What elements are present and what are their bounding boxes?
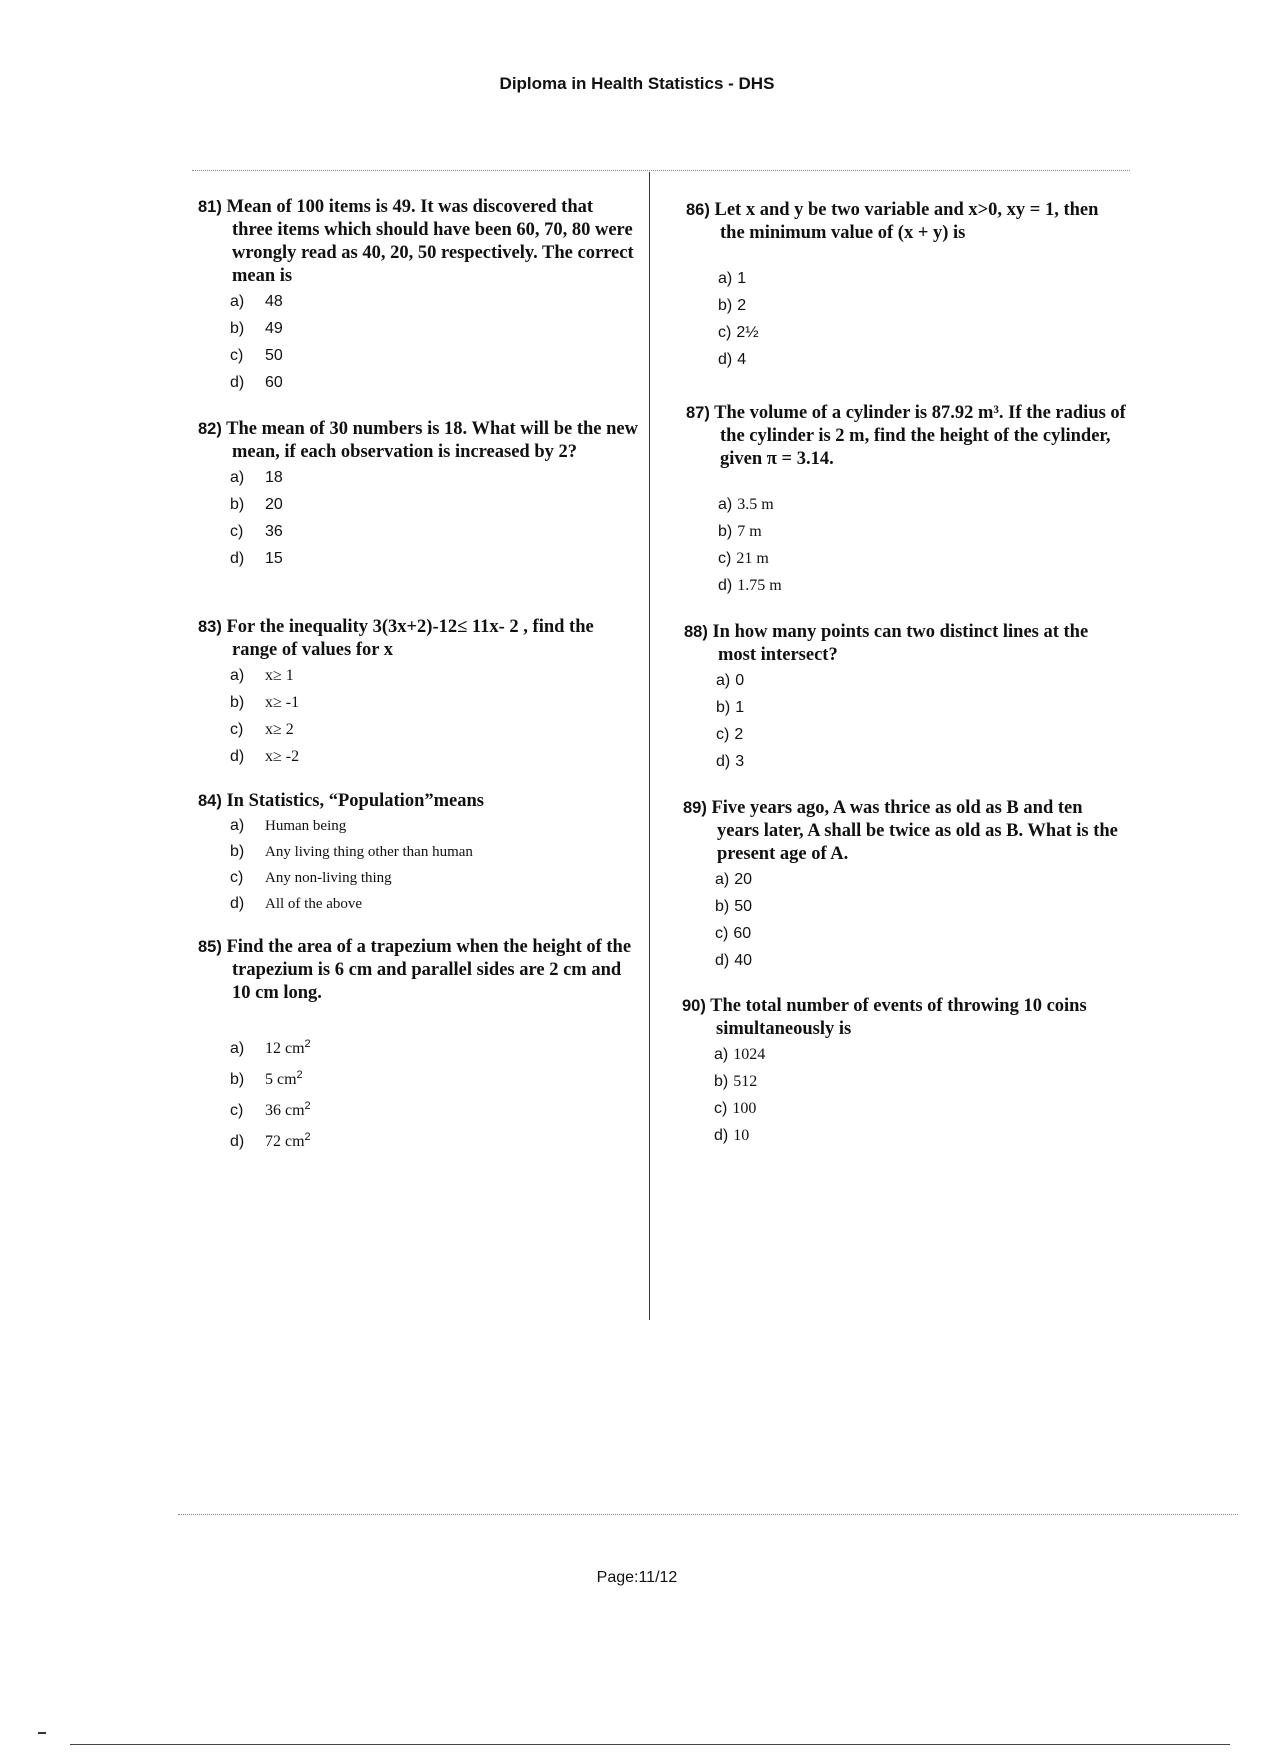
option-d[interactable] xyxy=(718,346,1126,373)
question-89 xyxy=(683,797,1129,974)
option-label: c) xyxy=(230,869,244,886)
option-label: d) xyxy=(716,753,731,770)
option-label: d) xyxy=(230,895,245,912)
option-value: 1 xyxy=(737,270,747,287)
footer-divider xyxy=(178,1514,1238,1515)
option-value: 1024 xyxy=(733,1046,766,1063)
header-divider xyxy=(192,170,1130,171)
question-88 xyxy=(684,621,1124,775)
option-label: c) xyxy=(230,523,244,540)
option-value: x≥ -2 xyxy=(265,748,300,765)
question-number: 84) xyxy=(198,792,222,810)
option-label: d) xyxy=(718,577,733,594)
question-text xyxy=(686,199,1126,245)
question-text xyxy=(684,621,1124,667)
option-d[interactable] xyxy=(230,545,638,572)
question-number: 83) xyxy=(198,618,222,636)
option-value: 1.75 m xyxy=(737,577,782,594)
option-label: b) xyxy=(230,1071,245,1088)
option-c[interactable] xyxy=(718,319,1126,346)
option-d[interactable] xyxy=(714,1122,1128,1149)
option-value: 2½ xyxy=(736,324,759,341)
option-list xyxy=(230,662,638,770)
question-83 xyxy=(198,616,638,770)
option-a[interactable] xyxy=(715,866,1129,893)
question-text xyxy=(198,616,638,662)
question-85 xyxy=(198,936,638,1153)
option-label: d) xyxy=(230,748,245,765)
option-d[interactable] xyxy=(715,947,1129,974)
question-number: 85) xyxy=(198,938,222,956)
option-a[interactable] xyxy=(718,265,1126,292)
option-label: c) xyxy=(716,726,730,743)
option-c[interactable] xyxy=(230,518,638,545)
option-value: 12 cm xyxy=(265,1040,305,1057)
option-c[interactable] xyxy=(230,716,638,743)
option-a[interactable] xyxy=(718,491,1126,518)
option-label: d) xyxy=(715,952,730,969)
option-value: 36 cm xyxy=(265,1102,305,1119)
question-86 xyxy=(686,199,1126,373)
option-value: 7 m xyxy=(737,523,762,540)
option-label: c) xyxy=(718,324,732,341)
option-b[interactable] xyxy=(230,491,638,518)
option-a[interactable] xyxy=(230,813,638,839)
option-list xyxy=(716,667,1124,775)
option-b[interactable] xyxy=(718,518,1126,545)
column-divider xyxy=(649,172,650,1320)
option-label: b) xyxy=(230,320,245,337)
option-b[interactable] xyxy=(718,292,1126,319)
question-number: 86) xyxy=(686,201,710,219)
question-text xyxy=(198,196,638,288)
option-value: 10 xyxy=(733,1127,750,1144)
unit-superscript: 2 xyxy=(304,1100,311,1112)
option-a[interactable] xyxy=(716,667,1124,694)
option-value: x≥ 2 xyxy=(265,721,294,738)
option-value: Any non-living thing xyxy=(265,870,392,886)
option-value: 20 xyxy=(734,871,753,888)
option-c[interactable] xyxy=(230,1091,638,1122)
option-label: a) xyxy=(715,871,730,888)
option-a[interactable] xyxy=(230,1029,638,1060)
page-header: Diploma in Health Statistics - DHS xyxy=(499,74,775,93)
question-text xyxy=(683,797,1129,866)
question-number: 87) xyxy=(686,404,710,422)
option-list xyxy=(230,813,638,917)
option-b[interactable] xyxy=(716,694,1124,721)
question-number: 81) xyxy=(198,198,222,216)
option-d[interactable] xyxy=(716,748,1124,775)
option-value: Human being xyxy=(265,818,347,834)
option-c[interactable] xyxy=(716,721,1124,748)
question-body: The volume of a cylinder is 87.92 m³. If the radius of the cylinder is 2 m, find the height of the cylinder, given π = 3.14. xyxy=(714,403,1126,469)
question-body: Mean of 100 items is 49. It was discovered that three items which should have been 60, 70, 80 were wrongly read as 40, 20, 50 respectively. The correct mean is xyxy=(226,197,634,286)
option-label: a) xyxy=(230,1040,245,1057)
option-c[interactable] xyxy=(715,920,1129,947)
question-number: 90) xyxy=(682,997,706,1015)
option-value: 1 xyxy=(735,699,745,716)
question-text xyxy=(682,995,1128,1041)
option-value: x≥ 1 xyxy=(265,667,294,684)
option-list xyxy=(718,491,1126,599)
option-label: c) xyxy=(230,347,244,364)
question-body: Five years ago, A was thrice as old as B and ten years later, A shall be twice as old as B. What is the present age of A. xyxy=(711,798,1118,864)
question-text xyxy=(198,936,638,1005)
option-value: 72 cm xyxy=(265,1133,305,1150)
option-d[interactable] xyxy=(718,572,1126,599)
option-list xyxy=(230,1029,638,1153)
question-number: 88) xyxy=(684,623,708,641)
option-value: 60 xyxy=(265,374,283,391)
option-label: a) xyxy=(230,817,245,834)
option-value: 20 xyxy=(265,496,283,513)
option-label: a) xyxy=(230,469,245,486)
option-value: All of the above xyxy=(265,896,363,912)
option-c[interactable] xyxy=(718,545,1126,572)
option-value: 0 xyxy=(735,672,745,689)
option-label: a) xyxy=(718,496,733,513)
option-a[interactable] xyxy=(230,288,638,315)
option-label: b) xyxy=(715,898,730,915)
option-label: a) xyxy=(714,1046,729,1063)
option-a[interactable] xyxy=(714,1041,1128,1068)
option-b[interactable] xyxy=(714,1068,1128,1095)
option-value: x≥ -1 xyxy=(265,694,300,711)
option-label: a) xyxy=(718,270,733,287)
option-value: 36 xyxy=(265,523,283,540)
option-value: Any living thing other than human xyxy=(265,844,473,860)
question-number: 89) xyxy=(683,799,707,817)
option-list xyxy=(715,866,1129,974)
unit-superscript: 2 xyxy=(304,1038,311,1050)
option-value: 4 xyxy=(737,351,747,368)
question-body: Find the area of a trapezium when the height of the trapezium is 6 cm and parallel sides are 2 cm and 10 cm long. xyxy=(226,937,632,1003)
option-label: d) xyxy=(714,1127,729,1144)
question-text xyxy=(198,418,638,464)
question-81 xyxy=(198,196,638,396)
option-value: 49 xyxy=(265,320,283,337)
option-label: c) xyxy=(718,550,732,567)
option-a[interactable] xyxy=(230,464,638,491)
option-value: 2 xyxy=(737,297,747,314)
option-c[interactable] xyxy=(230,865,638,891)
option-label: a) xyxy=(716,672,731,689)
option-value: 2 xyxy=(734,726,744,743)
option-value: 40 xyxy=(734,952,753,969)
option-value: 100 xyxy=(732,1100,757,1117)
option-b[interactable] xyxy=(715,893,1129,920)
option-label: b) xyxy=(230,496,245,513)
option-label: c) xyxy=(230,721,244,738)
option-label: b) xyxy=(714,1073,729,1090)
unit-superscript: 2 xyxy=(304,1131,311,1143)
option-value: 512 xyxy=(733,1073,758,1090)
option-label: d) xyxy=(230,550,245,567)
option-label: c) xyxy=(714,1100,728,1117)
option-c[interactable] xyxy=(230,342,638,369)
question-body: The mean of 30 numbers is 18. What will be the new mean, if each observation is increased by 2? xyxy=(226,419,638,462)
page-number: Page:11/12 xyxy=(596,1569,678,1586)
question-text xyxy=(686,402,1126,471)
option-value: 50 xyxy=(734,898,753,915)
option-label: c) xyxy=(230,1102,244,1119)
option-value: 50 xyxy=(265,347,283,364)
question-84 xyxy=(198,790,638,917)
question-87 xyxy=(686,402,1126,599)
question-90 xyxy=(682,995,1128,1149)
option-label: c) xyxy=(715,925,729,942)
option-value: 18 xyxy=(265,469,283,486)
question-number: 82) xyxy=(198,420,222,438)
option-label: b) xyxy=(230,694,245,711)
option-list xyxy=(714,1041,1128,1149)
option-label: b) xyxy=(718,523,733,540)
question-body: The total number of events of throwing 10 coins simultaneously is xyxy=(710,996,1087,1039)
scan-edge-line xyxy=(70,1744,1230,1745)
option-b[interactable] xyxy=(230,1060,638,1091)
option-list xyxy=(230,288,638,396)
option-label: a) xyxy=(230,667,245,684)
option-value: 21 m xyxy=(736,550,769,567)
option-label: d) xyxy=(230,1133,245,1150)
option-label: d) xyxy=(718,351,733,368)
option-value: 3.5 m xyxy=(737,496,774,513)
unit-superscript: 2 xyxy=(296,1069,303,1081)
option-list xyxy=(718,265,1126,373)
question-body: Let x and y be two variable and x>0, xy = 1, then the minimum value of (x + y) is xyxy=(714,200,1099,243)
option-d[interactable] xyxy=(230,369,638,396)
option-value: 60 xyxy=(733,925,752,942)
option-d[interactable] xyxy=(230,1122,638,1153)
option-list xyxy=(230,464,638,572)
question-body: In how many points can two distinct lines at the most intersect? xyxy=(712,622,1089,665)
option-d[interactable] xyxy=(230,891,638,917)
option-b[interactable] xyxy=(230,689,638,716)
option-value: 48 xyxy=(265,293,283,310)
option-label: a) xyxy=(230,293,245,310)
scan-mark xyxy=(38,1732,46,1734)
option-c[interactable] xyxy=(714,1095,1128,1122)
option-label: b) xyxy=(716,699,731,716)
option-value: 5 cm xyxy=(265,1071,297,1088)
question-body: In Statistics, “Population”means xyxy=(226,791,484,811)
option-a[interactable] xyxy=(230,662,638,689)
option-label: b) xyxy=(718,297,733,314)
option-b[interactable] xyxy=(230,315,638,342)
option-b[interactable] xyxy=(230,839,638,865)
question-body: For the inequality 3(3x+2)-12≤ 11x- 2 , find the range of values for x xyxy=(226,617,594,660)
option-value: 3 xyxy=(735,753,745,770)
question-text xyxy=(198,790,638,813)
option-label: b) xyxy=(230,843,245,860)
question-82 xyxy=(198,418,638,572)
option-label: d) xyxy=(230,374,245,391)
option-value: 15 xyxy=(265,550,283,567)
option-d[interactable] xyxy=(230,743,638,770)
